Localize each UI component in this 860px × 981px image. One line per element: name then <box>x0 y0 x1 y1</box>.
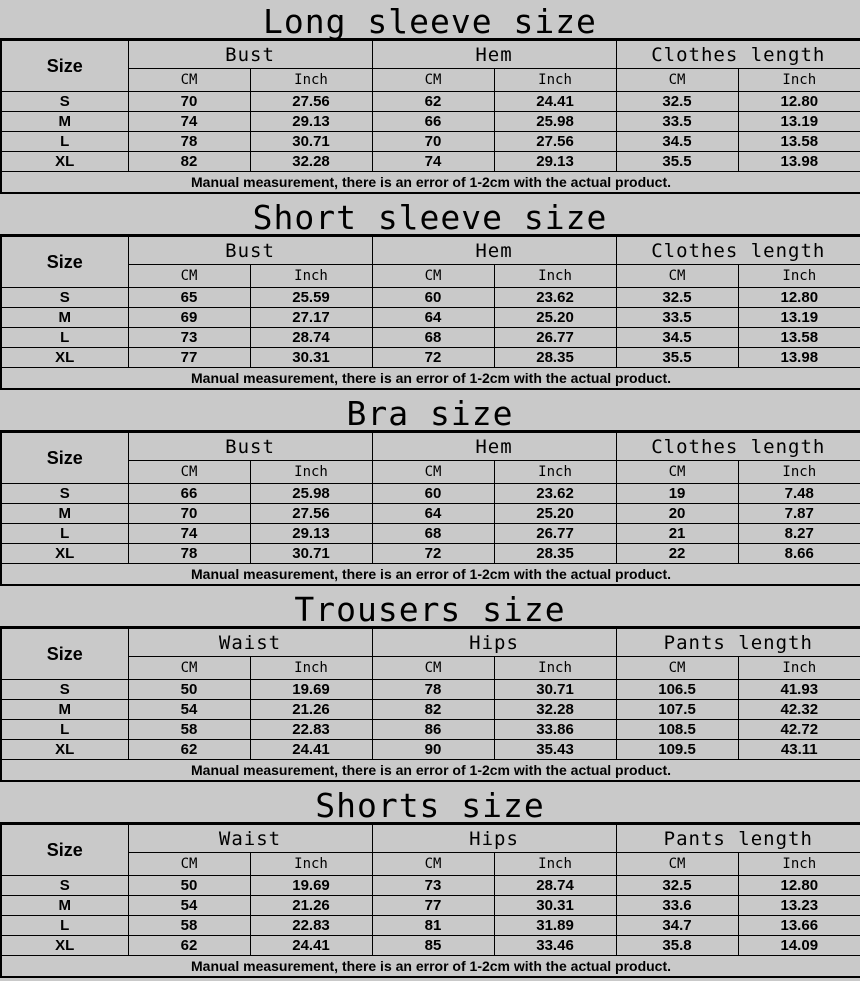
measurement-value: 82 <box>128 152 250 172</box>
size-label: M <box>1 308 128 328</box>
measurement-value: 28.74 <box>250 328 372 348</box>
measurement-value: 27.56 <box>250 504 372 524</box>
table-row <box>1 112 860 132</box>
unit-inch-header: Inch <box>494 461 616 484</box>
unit-inch-header: Inch <box>494 657 616 680</box>
measurement-value: 21.26 <box>250 896 372 916</box>
unit-cm-header: CM <box>616 657 738 680</box>
size-table <box>0 40 860 194</box>
measurement-group-header: Waist <box>128 629 372 657</box>
table-row <box>1 936 860 956</box>
table-row <box>1 700 860 720</box>
measurement-value: 74 <box>128 524 250 544</box>
measurement-value: 32.5 <box>616 92 738 112</box>
size-section <box>0 392 860 588</box>
unit-inch-header: Inch <box>494 265 616 288</box>
size-label: XL <box>1 936 128 956</box>
unit-inch-header: Inch <box>250 265 372 288</box>
size-column-header: Size <box>1 237 128 288</box>
measurement-value: 73 <box>372 876 494 896</box>
size-section <box>0 588 860 784</box>
measurement-value: 34.5 <box>616 328 738 348</box>
measurement-value: 8.66 <box>738 544 860 564</box>
unit-cm-header: CM <box>128 657 250 680</box>
measurement-value: 42.32 <box>738 700 860 720</box>
measurement-value: 81 <box>372 916 494 936</box>
size-label: M <box>1 504 128 524</box>
unit-cm-header: CM <box>372 69 494 92</box>
measurement-value: 12.80 <box>738 876 860 896</box>
size-label: S <box>1 680 128 700</box>
size-label: S <box>1 876 128 896</box>
measurement-value: 70 <box>372 132 494 152</box>
measurement-group-header: Hips <box>372 629 616 657</box>
measurement-value: 13.19 <box>738 308 860 328</box>
measurement-value: 58 <box>128 916 250 936</box>
measurement-value: 13.58 <box>738 132 860 152</box>
measurement-value: 108.5 <box>616 720 738 740</box>
measurement-value: 7.87 <box>738 504 860 524</box>
table-row <box>1 152 860 172</box>
table-row <box>1 916 860 936</box>
size-label: M <box>1 112 128 132</box>
measurement-value: 60 <box>372 288 494 308</box>
measurement-value: 70 <box>128 504 250 524</box>
measurement-value: 26.77 <box>494 328 616 348</box>
measurement-value: 27.17 <box>250 308 372 328</box>
measurement-value: 29.13 <box>250 524 372 544</box>
unit-cm-header: CM <box>372 461 494 484</box>
measurement-value: 73 <box>128 328 250 348</box>
unit-cm-header: CM <box>128 69 250 92</box>
unit-inch-header: Inch <box>738 69 860 92</box>
size-label: L <box>1 524 128 544</box>
measurement-group-header: Hem <box>372 433 616 461</box>
measurement-value: 30.31 <box>250 348 372 368</box>
unit-cm-header: CM <box>128 265 250 288</box>
measurement-value: 54 <box>128 700 250 720</box>
table-row <box>1 876 860 896</box>
measurement-value: 24.41 <box>494 92 616 112</box>
section-title: Short sleeve size <box>0 196 860 236</box>
size-label: M <box>1 700 128 720</box>
measurement-value: 32.5 <box>616 288 738 308</box>
measurement-value: 32.28 <box>250 152 372 172</box>
measurement-value: 30.71 <box>250 544 372 564</box>
measurement-value: 13.98 <box>738 152 860 172</box>
measurement-value: 22 <box>616 544 738 564</box>
measurement-value: 30.71 <box>494 680 616 700</box>
measurement-value: 54 <box>128 896 250 916</box>
measurement-value: 85 <box>372 936 494 956</box>
unit-inch-header: Inch <box>738 657 860 680</box>
table-row <box>1 132 860 152</box>
measurement-value: 25.98 <box>494 112 616 132</box>
section-title: Shorts size <box>0 784 860 824</box>
table-row <box>1 308 860 328</box>
measurement-value: 72 <box>372 348 494 368</box>
measurement-value: 19.69 <box>250 680 372 700</box>
measurement-value: 62 <box>128 740 250 760</box>
table-row <box>1 328 860 348</box>
measurement-value: 19 <box>616 484 738 504</box>
measurement-group-header: Pants length <box>616 629 860 657</box>
measurement-value: 31.89 <box>494 916 616 936</box>
measurement-value: 8.27 <box>738 524 860 544</box>
measurement-value: 23.62 <box>494 288 616 308</box>
measurement-value: 77 <box>372 896 494 916</box>
measurement-value: 86 <box>372 720 494 740</box>
measurement-value: 82 <box>372 700 494 720</box>
measurement-value: 33.5 <box>616 308 738 328</box>
unit-cm-header: CM <box>372 657 494 680</box>
measurement-value: 68 <box>372 524 494 544</box>
measurement-value: 33.6 <box>616 896 738 916</box>
measurement-group-header: Waist <box>128 825 372 853</box>
measurement-value: 24.41 <box>250 740 372 760</box>
measurement-value: 30.31 <box>494 896 616 916</box>
measurement-value: 29.13 <box>250 112 372 132</box>
measurement-value: 64 <box>372 504 494 524</box>
unit-cm-header: CM <box>616 265 738 288</box>
section-title: Long sleeve size <box>0 0 860 40</box>
measurement-group-header: Bust <box>128 237 372 265</box>
size-label: L <box>1 916 128 936</box>
unit-inch-header: Inch <box>250 657 372 680</box>
measurement-value: 58 <box>128 720 250 740</box>
measurement-value: 25.98 <box>250 484 372 504</box>
table-row <box>1 524 860 544</box>
size-column-header: Size <box>1 41 128 92</box>
measurement-value: 50 <box>128 680 250 700</box>
measurement-value: 109.5 <box>616 740 738 760</box>
size-label: XL <box>1 348 128 368</box>
unit-inch-header: Inch <box>738 265 860 288</box>
measurement-value: 30.71 <box>250 132 372 152</box>
size-label: XL <box>1 152 128 172</box>
measurement-value: 13.19 <box>738 112 860 132</box>
unit-inch-header: Inch <box>250 853 372 876</box>
size-column-header: Size <box>1 825 128 876</box>
table-row <box>1 680 860 700</box>
measurement-note: Manual measurement, there is an error of 1-2cm with the actual product. <box>1 368 860 390</box>
measurement-value: 7.48 <box>738 484 860 504</box>
measurement-value: 72 <box>372 544 494 564</box>
unit-cm-header: CM <box>128 853 250 876</box>
measurement-value: 35.43 <box>494 740 616 760</box>
measurement-group-header: Clothes length <box>616 41 860 69</box>
table-row <box>1 92 860 112</box>
table-row <box>1 896 860 916</box>
unit-cm-header: CM <box>616 853 738 876</box>
measurement-value: 33.46 <box>494 936 616 956</box>
measurement-value: 66 <box>128 484 250 504</box>
measurement-value: 64 <box>372 308 494 328</box>
measurement-value: 34.5 <box>616 132 738 152</box>
measurement-value: 12.80 <box>738 92 860 112</box>
size-label: XL <box>1 544 128 564</box>
measurement-value: 74 <box>128 112 250 132</box>
table-row <box>1 484 860 504</box>
unit-cm-header: CM <box>128 461 250 484</box>
unit-inch-header: Inch <box>738 461 860 484</box>
size-label: S <box>1 92 128 112</box>
measurement-value: 41.93 <box>738 680 860 700</box>
size-label: L <box>1 720 128 740</box>
measurement-value: 27.56 <box>250 92 372 112</box>
measurement-value: 25.59 <box>250 288 372 308</box>
measurement-group-header: Hem <box>372 41 616 69</box>
measurement-value: 13.98 <box>738 348 860 368</box>
measurement-value: 33.86 <box>494 720 616 740</box>
table-row <box>1 740 860 760</box>
measurement-value: 24.41 <box>250 936 372 956</box>
measurement-value: 27.56 <box>494 132 616 152</box>
measurement-value: 35.8 <box>616 936 738 956</box>
measurement-value: 13.66 <box>738 916 860 936</box>
measurement-value: 32.5 <box>616 876 738 896</box>
size-label: S <box>1 484 128 504</box>
size-section <box>0 784 860 981</box>
measurement-value: 106.5 <box>616 680 738 700</box>
measurement-value: 28.35 <box>494 544 616 564</box>
size-column-header: Size <box>1 433 128 484</box>
size-column-header: Size <box>1 629 128 680</box>
measurement-value: 21 <box>616 524 738 544</box>
measurement-value: 70 <box>128 92 250 112</box>
table-row <box>1 348 860 368</box>
table-row <box>1 720 860 740</box>
measurement-group-header: Clothes length <box>616 433 860 461</box>
measurement-group-header: Clothes length <box>616 237 860 265</box>
measurement-value: 20 <box>616 504 738 524</box>
measurement-group-header: Hem <box>372 237 616 265</box>
measurement-value: 78 <box>372 680 494 700</box>
size-section <box>0 196 860 392</box>
measurement-value: 90 <box>372 740 494 760</box>
measurement-value: 13.58 <box>738 328 860 348</box>
measurement-note: Manual measurement, there is an error of 1-2cm with the actual product. <box>1 564 860 586</box>
measurement-value: 62 <box>128 936 250 956</box>
table-row <box>1 504 860 524</box>
unit-cm-header: CM <box>616 461 738 484</box>
measurement-value: 29.13 <box>494 152 616 172</box>
size-table <box>0 432 860 586</box>
unit-inch-header: Inch <box>250 461 372 484</box>
unit-cm-header: CM <box>616 69 738 92</box>
measurement-note: Manual measurement, there is an error of 1-2cm with the actual product. <box>1 172 860 194</box>
measurement-value: 34.7 <box>616 916 738 936</box>
measurement-value: 14.09 <box>738 936 860 956</box>
measurement-value: 26.77 <box>494 524 616 544</box>
unit-cm-header: CM <box>372 265 494 288</box>
measurement-value: 77 <box>128 348 250 368</box>
measurement-value: 35.5 <box>616 348 738 368</box>
size-table <box>0 236 860 390</box>
measurement-value: 78 <box>128 544 250 564</box>
section-title: Trousers size <box>0 588 860 628</box>
measurement-value: 74 <box>372 152 494 172</box>
table-row <box>1 544 860 564</box>
measurement-group-header: Bust <box>128 41 372 69</box>
measurement-value: 68 <box>372 328 494 348</box>
measurement-value: 25.20 <box>494 308 616 328</box>
measurement-value: 28.74 <box>494 876 616 896</box>
measurement-value: 65 <box>128 288 250 308</box>
measurement-value: 33.5 <box>616 112 738 132</box>
size-label: L <box>1 132 128 152</box>
measurement-group-header: Bust <box>128 433 372 461</box>
size-section <box>0 0 860 196</box>
measurement-value: 21.26 <box>250 700 372 720</box>
unit-inch-header: Inch <box>250 69 372 92</box>
measurement-value: 22.83 <box>250 916 372 936</box>
size-label: XL <box>1 740 128 760</box>
unit-cm-header: CM <box>372 853 494 876</box>
measurement-note: Manual measurement, there is an error of 1-2cm with the actual product. <box>1 956 860 978</box>
measurement-value: 62 <box>372 92 494 112</box>
measurement-value: 13.23 <box>738 896 860 916</box>
measurement-value: 23.62 <box>494 484 616 504</box>
measurement-value: 78 <box>128 132 250 152</box>
measurement-value: 60 <box>372 484 494 504</box>
measurement-value: 25.20 <box>494 504 616 524</box>
unit-inch-header: Inch <box>738 853 860 876</box>
measurement-value: 12.80 <box>738 288 860 308</box>
size-table <box>0 824 860 978</box>
measurement-value: 32.28 <box>494 700 616 720</box>
section-title: Bra size <box>0 392 860 432</box>
measurement-group-header: Hips <box>372 825 616 853</box>
measurement-note: Manual measurement, there is an error of 1-2cm with the actual product. <box>1 760 860 782</box>
measurement-value: 43.11 <box>738 740 860 760</box>
table-row <box>1 288 860 308</box>
unit-inch-header: Inch <box>494 853 616 876</box>
measurement-value: 42.72 <box>738 720 860 740</box>
measurement-value: 50 <box>128 876 250 896</box>
measurement-group-header: Pants length <box>616 825 860 853</box>
measurement-value: 107.5 <box>616 700 738 720</box>
unit-inch-header: Inch <box>494 69 616 92</box>
measurement-value: 22.83 <box>250 720 372 740</box>
size-table <box>0 628 860 782</box>
size-label: L <box>1 328 128 348</box>
measurement-value: 69 <box>128 308 250 328</box>
measurement-value: 66 <box>372 112 494 132</box>
measurement-value: 28.35 <box>494 348 616 368</box>
size-label: M <box>1 896 128 916</box>
measurement-value: 35.5 <box>616 152 738 172</box>
size-label: S <box>1 288 128 308</box>
measurement-value: 19.69 <box>250 876 372 896</box>
